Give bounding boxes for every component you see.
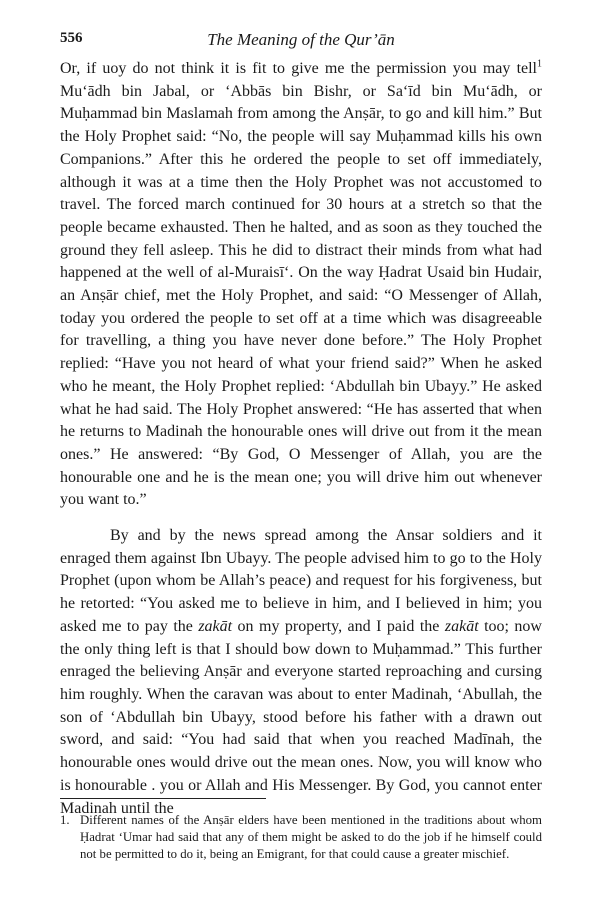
paragraph: [60, 525, 542, 820]
footnote-text: Different names of the Anṣār elders have been mentioned in the traditions about whom Ḥadrat ‘Umar had said that any of them might be asked to do the job if he himself could not be permitted to do it, being an Emigrant, for that could cause a greater mischief.: [80, 813, 542, 861]
italic-term: zakāt: [198, 617, 233, 635]
running-title: The Meaning of the Qur’ān: [207, 30, 395, 49]
footnote-number: 1.: [60, 813, 70, 827]
paragraph-text: Or, if uoy do not think it is fit to give me the permission you may tell: [60, 60, 537, 77]
footnote-reference: 1: [537, 58, 542, 70]
footnote-divider: [60, 798, 266, 799]
body-text: [60, 58, 542, 820]
italic-term: zakāt: [444, 617, 479, 635]
paragraph: [60, 58, 542, 512]
paragraph-text: Mu‘ādh bin Jabal, or ‘Abbās bin Bishr, or Sa‘īd bin Mu‘ādh, or Muḥammad bin Maslamah from among the Anṣār, to go and kill him.” But the Holy Prophet said: “No, the people will say Muḥammad kills his own Companions.” After this he ordered the people to set off immediately, although it was at a time then the Holy Prophet was not accustomed to travel. The forced march continued for 30 hours at a stretch so that the people became exhausted. Then he halted, and as soon as they touched the ground they fell asleep. This he did to distract their minds from what had happened at the well of al-Muraisī‘. On the way Ḥadrat Usaid bin Hudair, an Anṣār chief, met the Holy Prophet, and said: “O Messenger of Allah, today you ordered the people to set off at a time which was disagreeable for travelling, a thing you have never done before.” The Holy Prophet replied: “Have you not heard of what your friend said?” When he asked who he meant, the Holy Prophet replied: ‘Abdullah bin Ubayy.” He asked what he had said. The Holy Prophet answered: “He has asserted that when he returns to Madinah the honourable ones will drive out from it the mean ones.” He answered: “By God, O Messenger of Allah, you are the honourable one and he is the mean one; you will drive him out whenever you want to.”: [60, 82, 542, 509]
page-header: [60, 30, 542, 54]
page-number: 556: [60, 30, 83, 46]
paragraph-text: too; now the only thing left is that I should bow down to Muḥammad.” This further enraged the believing Anṣār and everyone started reproaching and cursing him roughly. When the caravan was about to enter Madinah, ‘Abullah, the son of ‘Abdullah bin Ubayy, stood before his father with a drawn out sword, and said: “You had said that when you reached Madīnah, the honourable ones would drive out the mean ones. Now, you will know who is honourable . you or Allah and His Messenger. By God, you cannot enter Madinah until the: [60, 617, 542, 817]
paragraph-text: By and by the news spread among the Ansar soldiers and it enraged them against Ibn Ubayy. The people advised him to go to the Holy Prophet (upon whom be Allah’s peace) and request for his forgiveness, but he retorted: “You asked me to believe in him, and I believed in him; you asked me to pay the: [60, 527, 542, 635]
paragraph-text: on my property, and I paid the: [232, 617, 445, 635]
footnote: [60, 812, 542, 863]
